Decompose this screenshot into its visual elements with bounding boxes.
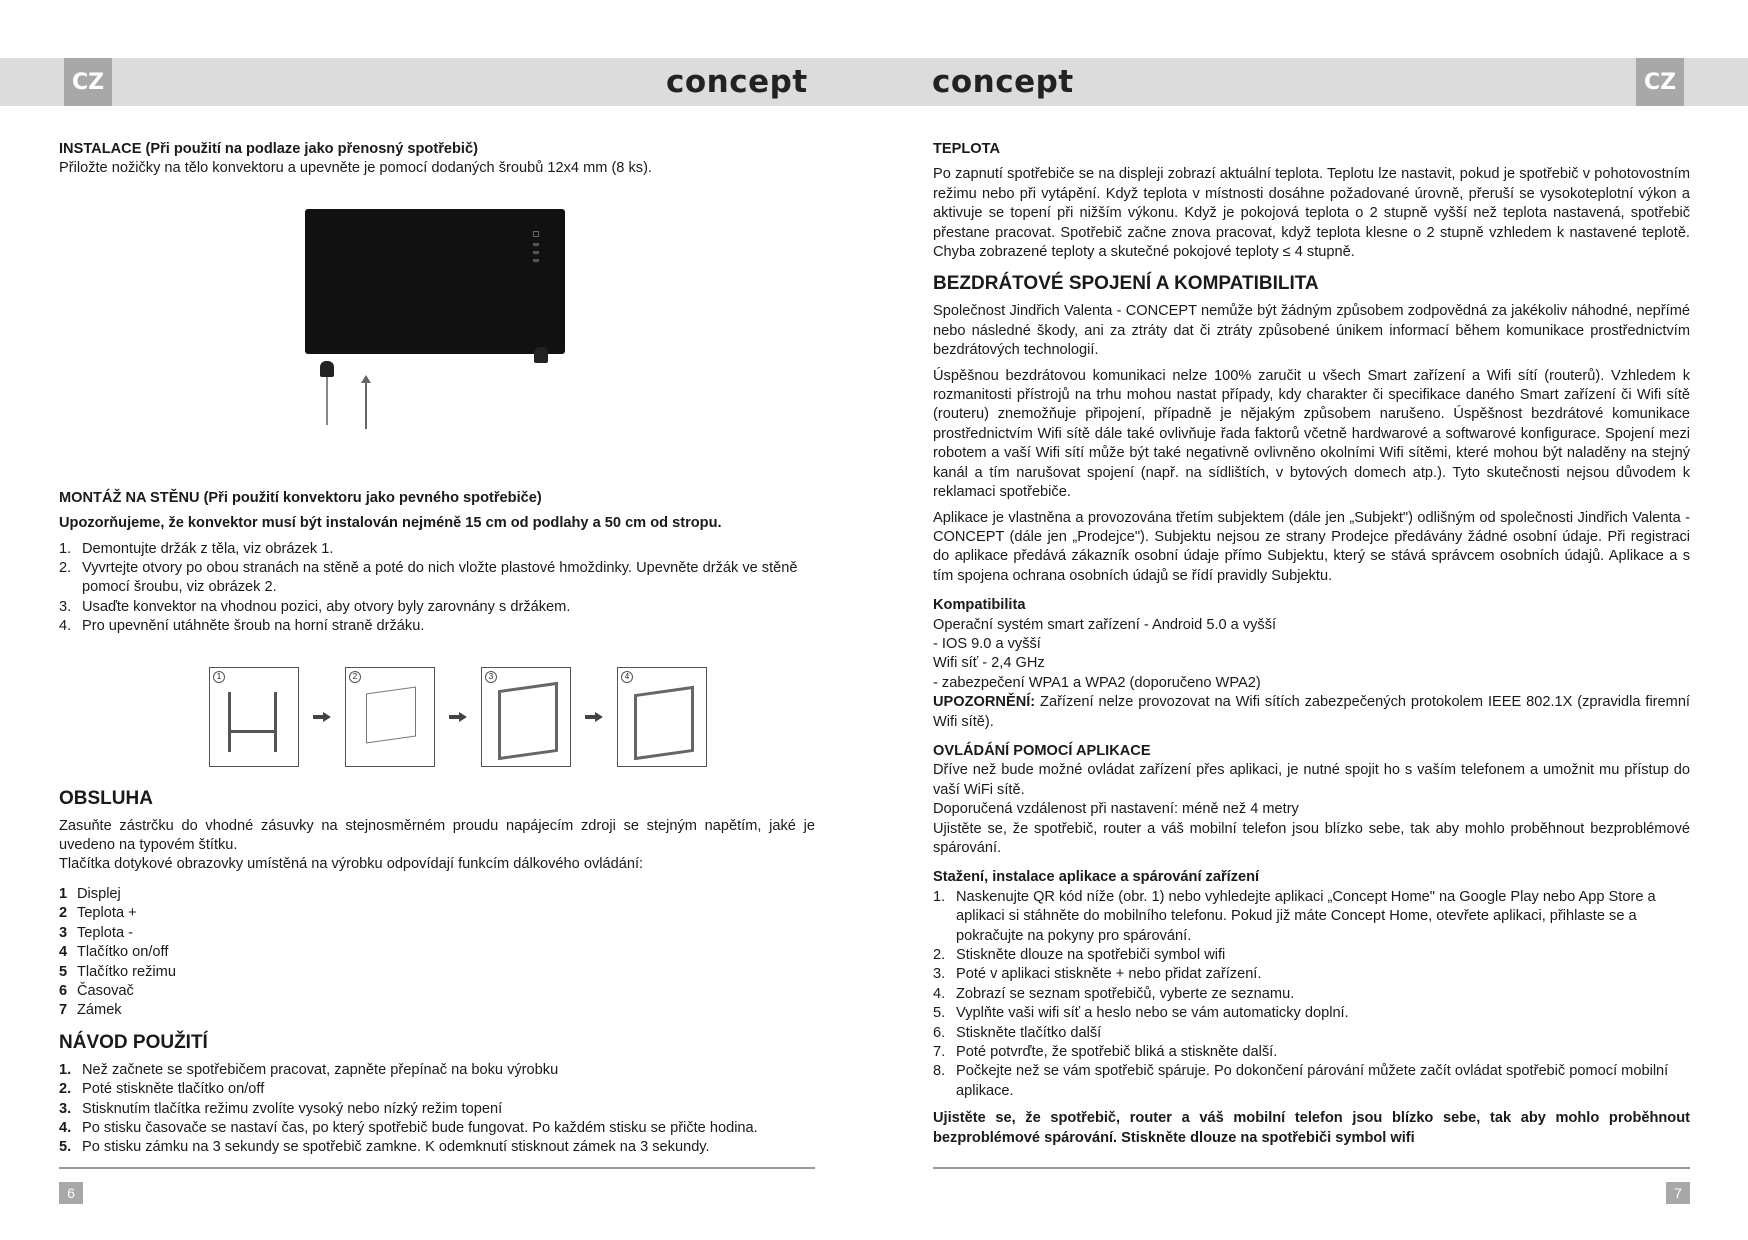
list-item: 1. Naskenujte QR kód níže (obr. 1) nebo vyhledejte aplikaci „Concept Home" na Google Play nebo App Store a aplikaci si stáhněte do mobilního telefonu. Pokud již máte Concept Home, otevřete aplikaci, přihlaste se a pokračujte na pokyny pro spárování.: [933, 888, 1656, 944]
convector-panel-image: [305, 209, 565, 354]
list-item: 5. Vyplňte vaši wifi síť a heslo nebo se vám automaticky doplní.: [933, 1005, 1349, 1022]
compatibility-line: Operační systém smart zařízení - Android 5.0 a vyšší: [933, 616, 1277, 633]
page-number-left: 6: [59, 1182, 83, 1204]
app-control-text: Dříve než bude možné ovládat zařízení přes aplikaci, je nutné spojit ho s vaším telefonem a umožnit mu přístup do vaší WiFi sítě.: [933, 762, 1690, 798]
list-item: 3. Usaďte konvektor na vhodnou pozici, aby otvory byly zarovnány s držákem.: [59, 598, 571, 615]
usage-title: NÁVOD POUŽITÍ: [59, 1031, 208, 1053]
list-item: 4 Tlačítko on/off: [59, 944, 169, 961]
arrow-head-icon: [361, 375, 371, 383]
list-item: 4. Zobrazí se seznam spotřebičů, vyberte ze seznamu.: [933, 985, 1295, 1002]
control-dot-icon: [533, 243, 539, 246]
wireless-paragraph-3: Aplikace je vlastněna a provozována třetím subjektem (dále jen „Subjekt") odlišným od společnosti Jindřich Valenta - CONCEPT (dále jen „Prodejce"). Subjektu nejsou ze strany Prodejce předávány žádné osobní údaje. Při registraci do aplikace předává zákazník osobní údaje přímo Subjektu, který se stává správcem osobních údajů. Aplikace a s tím spojena ochrana osobních údajů se řídí pravidly Subjektu.: [933, 509, 1690, 584]
convector-feet-illustration: [305, 209, 575, 459]
compatibility-warning: UPOZORNĚNÍ: Zařízení nelze provozovat na Wifi sítích zabezpečených protokolem IEEE 802.1X (zpravidla firemní Wifi sítě).: [933, 694, 1690, 730]
language-badge-left: CZ: [64, 58, 112, 106]
page-number-right: 7: [1666, 1182, 1690, 1204]
list-item: 5 Tlačítko režimu: [59, 963, 176, 980]
arrow-up-icon: [365, 381, 367, 429]
temperature-text: Po zapnutí spotřebiče se na displeji zobrazí aktuální teplota. Teplotu lze nastavit, pokud je spotřebič v pohotovostním režimu nebo při vytápění. Když teplota v místnosti dosáhne požadované úrovně, přeruší se vysokoteplotní výkon a aktivuje se topení při nižším výkonu. Když je pokojová teplota o 2 stupně vyšší než teplota nastavená, spotřebič přestane pracovat. Spotřebič začne znova pracovat, když teplota klesne o 2 stupně vzhledem k nastavené teplotě. Chyba zobrazené teploty a skutečné pokojové teploty ≤ 4 stupně.: [933, 166, 1690, 261]
operation-text-2: Tlačítka dotykové obrazovky umístěná na výrobku odpovídají funkcím dálkového ovládání:: [59, 856, 644, 873]
list-item: 1. Než začnete se spotřebičem pracovat, zapněte přepínač na boku výrobku: [59, 1061, 559, 1078]
step-figure-4: 4: [617, 667, 707, 767]
install-text: Přiložte nožičky na tělo konvektoru a upevněte je pomocí dodaných šroubů 12x4 mm (8 ks).: [59, 160, 652, 177]
language-badge-right: CZ: [1636, 58, 1684, 106]
list-item: 7. Poté potvrďte, že spotřebič bliká a stiskněte další.: [933, 1044, 1278, 1061]
list-item: 6 Časovač: [59, 982, 134, 999]
concept-logo-right: concept: [932, 64, 1074, 100]
list-item: 3. Poté v aplikaci stiskněte + nebo přidat zařízení.: [933, 966, 1262, 983]
download-steps-list: [933, 888, 1690, 1101]
wireless-title: BEZDRÁTOVÉ SPOJENÍ A KOMPATIBILITA: [933, 273, 1319, 295]
step-figure-2: 2: [345, 667, 435, 767]
footer-divider-right: [933, 1167, 1690, 1169]
temperature-title: TEPLOTA: [933, 141, 1001, 157]
step-figure-3: 3: [481, 667, 571, 767]
final-note: Ujistěte se, že spotřebič, router a váš mobilní telefon jsou blízko sebe, tak aby mohlo proběhnout bezproblémové spárování. Stiskněte dlouze na spotřebiči symbol wifi: [933, 1110, 1690, 1146]
list-item: 2. Vyvrtejte otvory po obou stranách na stěně a poté do nich vložte plastové hmoždinky. Upevněte držák ve stěně pomocí šroubu, viz obrázek 2.: [59, 560, 798, 596]
operation-title: OBSLUHA: [59, 787, 153, 809]
wall-mount-steps-illustration: [209, 667, 815, 767]
list-item: 2. Stiskněte dlouze na spotřebiči symbol wifi: [933, 947, 1226, 964]
foot-icon: [534, 347, 548, 363]
wireless-paragraph-1: Společnost Jindřich Valenta - CONCEPT nemůže být žádným způsobem zodpovědná za jakékoliv náhodné, nepřímé nebo následné škody, ani za ztráty dat či ztráty způsobené únikem informací během komunikace prostřednictvím bezdrátových technologií.: [933, 303, 1690, 359]
app-control-distance: Doporučená vzdálenost při nastavení: méně než 4 metry: [933, 801, 1299, 818]
list-item: 1 Displej: [59, 885, 121, 902]
list-item: 3 Teplota -: [59, 924, 133, 941]
concept-logo-left: concept: [666, 64, 808, 100]
compatibility-line: - zabezpečení WPA1 a WPA2 (doporučeno WPA2): [933, 674, 1261, 691]
foot-part-icon: [320, 361, 334, 377]
control-dot-icon: [533, 259, 539, 262]
list-item: 3. Stisknutím tlačítka režimu zvolíte vysoký nebo nízký režim topení: [59, 1100, 503, 1117]
step-figure-1: 1: [209, 667, 299, 767]
list-item: 6. Stiskněte tlačítko další: [933, 1024, 1102, 1041]
arrow-right-icon: [449, 712, 467, 722]
wall-steps-list: [59, 540, 815, 637]
list-item: 1. Demontujte držák z těla, viz obrázek 1.: [59, 540, 334, 557]
list-item: 2. Poté stiskněte tlačítko on/off: [59, 1081, 265, 1098]
operation-text: Zasuňte zástrčku do vhodné zásuvky na stejnosměrném proudu napájecím zdroji se stejným napětím, jaké je uvedeno na typovém štítku.: [59, 817, 815, 854]
app-control-note: Ujistěte se, že spotřebič, router a váš mobilní telefon jsou blízko sebe, tak aby mohlo proběhnout bezproblémové spárování.: [933, 820, 1690, 856]
compatibility-title: Kompatibilita: [933, 597, 1026, 614]
list-item: 7 Zámek: [59, 1002, 122, 1019]
right-page: [933, 140, 1690, 1154]
usage-steps-list: [59, 1061, 815, 1158]
compatibility-line: Wifi síť - 2,4 GHz: [933, 655, 1045, 672]
list-item: 2 Teplota +: [59, 905, 137, 922]
control-dot-icon: [533, 251, 539, 254]
compatibility-line: - IOS 9.0 a vyšší: [933, 635, 1041, 652]
arrow-right-icon: [585, 712, 603, 722]
list-item: 5. Po stisku zámku na 3 sekundy se spotřebič zamkne. K odemknutí stisknout zámek na 3 sekundy.: [59, 1139, 710, 1156]
list-item: 4. Pro upevnění utáhněte šroub na horní straně držáku.: [59, 618, 425, 635]
list-item: 4. Po stisku časovače se nastaví čas, po který spotřebič bude fungovat. Po každém stisku se přičte hodina.: [59, 1119, 758, 1136]
footer-divider-left: [59, 1167, 815, 1169]
install-title: INSTALACE (Při použití na podlaze jako přenosný spotřebič): [59, 141, 478, 157]
wall-warning: Upozorňujeme, že konvektor musí být instalován nejméně 15 cm od podlahy a 50 cm od stropu.: [59, 515, 722, 532]
wall-title: MONTÁŽ NA STĚNU (Při použití konvektoru jako pevného spotřebiče): [59, 489, 542, 506]
arrow-right-icon: [313, 712, 331, 722]
control-indicator-icon: [533, 231, 539, 237]
left-page: [59, 140, 815, 1158]
screw-icon: [326, 377, 328, 425]
download-title: Stažení, instalace aplikace a spárování zařízení: [933, 869, 1260, 886]
list-item: 8. Počkejte než se vám spotřebič spáruje. Po dokončení párování můžete začít ovládat spotřebič pomocí mobilní aplikace.: [933, 1063, 1669, 1099]
button-key-list: [59, 885, 815, 1021]
app-control-title: OVLÁDÁNÍ POMOCÍ APLIKACE: [933, 742, 1151, 759]
wireless-paragraph-2: Úspěšnou bezdrátovou komunikaci nelze 100% zaručit u všech Smart zařízení a Wifi sítí (routerů). Vzhledem k rozmanitosti přístrojů na trhu mohou nastat případy, kdy charakter či specifikace daného Smart zařízení či Wifi sítě (routeru) znemožňuje připojení, případně je nějakým způsobem narušeno. Úspěšnost bezdrátové komunikace prostřednictvím Wifi sítě dále také ovlivňuje řada faktorů včetně hardwarové a softwarové konfigurace. Spojení mezi robotem a vaší Wifi sítí může být také negativně ovlivněno okolními Wifi sítěmi, které mohou být naladěny na stejný kanál a tím narušovat spojení (např. na sídlištích, v bytových domech atp.). Tyto skutečnosti nejsou důvodem k reklamaci spotřebiče.: [933, 367, 1690, 501]
